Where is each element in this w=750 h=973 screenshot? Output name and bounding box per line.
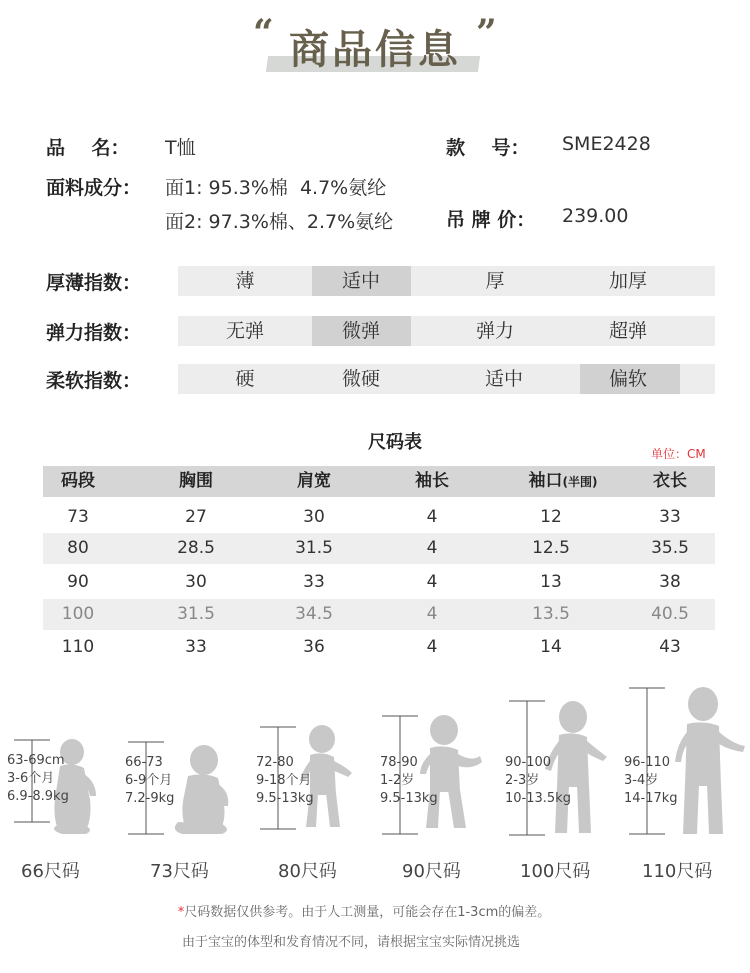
page-title: 商品信息 (289, 27, 461, 73)
table-cell: 73 (67, 507, 89, 527)
table-row (43, 599, 715, 630)
table-cell: 34.5 (295, 604, 333, 624)
column-header: 袖长 (415, 471, 449, 491)
note-asterisk: * (177, 905, 185, 920)
kid-5-weight: 10-13.5kg (505, 791, 571, 806)
elasticity-option: 微弹 (341, 320, 380, 342)
elasticity-option: 无弹 (225, 320, 264, 342)
kid-6-size: 110尺码 (642, 861, 713, 882)
softness-bar (178, 364, 715, 394)
table-cell: 13.5 (532, 604, 570, 624)
column-header: 衣长 (653, 471, 687, 491)
note-text: 尺码数据仅供参考。由于人工测量，可能会存在1-3cm的偏差。 (184, 905, 551, 920)
table-cell: 31.5 (295, 538, 333, 558)
table-cell: 30 (185, 572, 207, 592)
elasticity-bar (178, 316, 715, 346)
table-cell: 4 (426, 538, 438, 558)
column-header: 肩宽 (297, 471, 331, 491)
table-row (43, 632, 715, 663)
table-cell: 14 (540, 637, 562, 657)
table-cell: 110 (61, 637, 95, 657)
table-cell: 27 (185, 507, 207, 527)
kid-2-weight: 7.2-9kg (125, 791, 175, 806)
kid-3-height: 72-80 (256, 755, 294, 770)
style-value: SME2428 (562, 133, 651, 155)
thickness-option: 薄 (235, 270, 255, 292)
softness-option: 微硬 (341, 368, 380, 390)
kid-2-size: 73尺码 (150, 861, 209, 882)
table-cell: 31.5 (177, 604, 215, 624)
column-header: 胸围 (179, 471, 213, 491)
table-cell: 33 (303, 572, 325, 592)
table-cell: 35.5 (651, 538, 689, 558)
title-open-quote: “ (253, 12, 274, 54)
table-cell: 36 (303, 637, 325, 657)
kid-6-height: 96-110 (624, 755, 671, 770)
kid-3-age: 9-18个月 (256, 773, 312, 788)
kid-2-age: 6-9个月 (125, 773, 173, 788)
table-cell: 4 (426, 572, 438, 592)
kid-1-height: 63-69cm (7, 753, 65, 768)
table-cell: 4 (426, 604, 438, 624)
thickness-bar (178, 266, 715, 296)
fit-note: 由于宝宝的体型和发育情况不同，请根据宝宝实际情况挑选 (181, 935, 520, 950)
fabric-1: 面1: 95.3%棉 4.7%氨纶 (165, 177, 387, 199)
size-table-title: 尺码表 (368, 432, 422, 453)
table-cell: 12.5 (532, 538, 570, 558)
thickness-label: 厚薄指数： (46, 272, 142, 294)
column-header: 袖口 (528, 471, 563, 491)
column-header: 码段 (61, 471, 95, 491)
table-cell: 12 (540, 507, 562, 527)
price-value: 239.00 (562, 205, 629, 227)
kid-1-age: 3-6个月 (7, 771, 55, 786)
table-cell: 33 (659, 507, 681, 527)
title-close-quote: ” (476, 12, 497, 54)
table-cell: 4 (426, 507, 438, 527)
kid-4-height: 78-90 (380, 755, 418, 770)
kid-4-weight: 9.5-13kg (380, 791, 438, 806)
kid-5-age: 2-3岁 (505, 773, 540, 788)
kid-4-size: 90尺码 (402, 861, 461, 882)
table-cell: 13 (540, 572, 562, 592)
unit-label: 单位：CM (651, 447, 706, 461)
elasticity-option: 弹力 (475, 320, 514, 342)
kid-6-age: 3-4岁 (624, 773, 659, 788)
measurement-note (0, 901, 728, 920)
kid-1-weight: 6.9-8.9kg (7, 789, 69, 804)
table-cell: 38 (659, 572, 681, 592)
table-cell: 28.5 (177, 538, 215, 558)
softness-option: 硬 (235, 368, 255, 390)
name-value: T恤 (165, 137, 196, 159)
thickness-option: 厚 (485, 270, 505, 292)
softness-option: 偏软 (608, 368, 647, 390)
section-header (0, 0, 750, 100)
fabric-2: 面2: 97.3%棉、2.7%氨纶 (165, 211, 394, 233)
column-header-note: (半围) (562, 475, 598, 489)
table-cell: 90 (67, 572, 89, 592)
table-row (43, 567, 715, 598)
table-cell: 4 (426, 637, 438, 657)
elasticity-label: 弹力指数： (46, 322, 142, 344)
table-cell: 100 (61, 604, 95, 624)
kid-6-weight: 14-17kg (624, 791, 678, 806)
table-row (43, 533, 715, 564)
table-cell: 43 (659, 637, 681, 657)
name-label: 品 名： (46, 137, 130, 159)
price-label: 吊 牌 价： (446, 209, 536, 231)
thickness-option: 加厚 (608, 270, 647, 292)
kid-2-height: 66-73 (125, 755, 163, 770)
kid-1-size: 66尺码 (21, 861, 80, 882)
softness-label: 柔软指数： (46, 370, 142, 392)
kid-5-size: 100尺码 (520, 861, 591, 882)
table-cell: 40.5 (651, 604, 689, 624)
kid-3-weight: 9.5-13kg (256, 791, 314, 806)
kid-5-height: 90-100 (505, 755, 552, 770)
thickness-option: 适中 (341, 270, 380, 292)
table-cell: 33 (185, 637, 207, 657)
table-cell: 80 (67, 538, 89, 558)
fabric-label: 面料成分： (46, 177, 142, 199)
table-row (43, 502, 715, 533)
elasticity-option: 超弹 (608, 320, 647, 342)
style-label: 款 号： (446, 137, 530, 159)
kid-3-size: 80尺码 (278, 861, 337, 882)
kid-4-age: 1-2岁 (380, 773, 415, 788)
softness-option: 适中 (484, 368, 523, 390)
table-header-row (43, 466, 715, 497)
table-cell: 30 (303, 507, 325, 527)
